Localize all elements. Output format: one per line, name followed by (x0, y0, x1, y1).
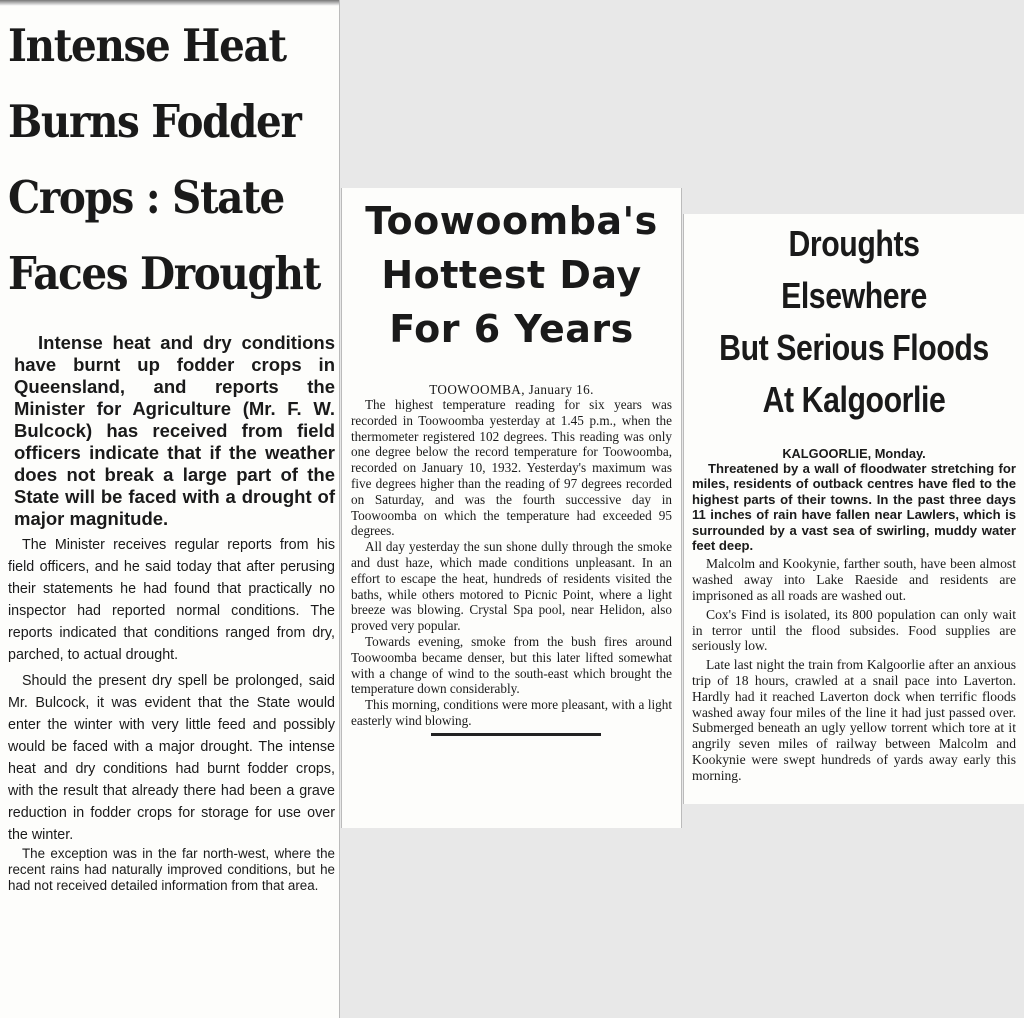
body-paragraph: Cox's Find is isolated, its 800 population can only wait in terror until the flood subsides. Food supplies are seriously low. (692, 606, 1016, 654)
headline-line: Faces Drought (8, 247, 320, 300)
body-paragraph: The highest temperature reading for six years was recorded in Toowoomba yesterday at 1.45 p.m., when the thermometer registered 102 degrees. This reading was only one degree below the record temperature for Toowoomba, recorded on January 10, 1932. Yesterday's maximum was five degrees higher than the reading of 97 degrees recorded on Saturday, and was the fourth successive day in Toowoomba on which the temperature had exceeded 95 degrees. (351, 397, 672, 539)
headline-line: Droughts Elsewhere (781, 223, 927, 316)
body-paragraph: Malcolm and Kookynie, farther south, have been almost washed away into Lake Raeside and residents are imprisoned as all roads are washed out. (692, 556, 1016, 604)
top-rule (0, 0, 339, 6)
article-kalgoorlie (683, 214, 1024, 804)
body-paragraph: Should the present dry spell be prolonged, said Mr. Bulcock, it was evident that the State would enter the winter with very little feed and possibly would be faced with a major drought. The intense heat and dry conditions had burnt fodder crops, with the result that already there had been a grave reduction in fodder crops for storage for use over the winter. (8, 673, 335, 843)
body-paragraph: Towards evening, smoke from the bush fires around Toowoomba became denser, but this later lifted somewhat with a change of wind to the south-east which brought the temperature down considerably. (351, 633, 672, 697)
body-paragraph: This morning, conditions were more pleasant, with a light easterly wind blowing. (351, 697, 672, 728)
lead-paragraph: Intense heat and dry conditions have burnt up fodder crops in Queensland, and reports the Minister for Agriculture (Mr. F. W. Bulcock) has received from field officers indicate that if the weather does not break a large part of the State will be faced with a drought of major magnitude. (14, 332, 335, 529)
headline-line: At Kalgoorlie (762, 379, 946, 420)
lead-paragraph: Threatened by a wall of floodwater stretching for miles, residents of outback centres have fled to the highest parts of their towns. In the past three days 11 inches of rain have fallen near Lawlers, which is surrounded by a vast sea of swirling, muddy water feet deep. (692, 461, 1016, 554)
headline-line: Burns Fodder (8, 95, 301, 148)
headline-line: But Serious Floods (719, 327, 989, 368)
dateline: KALGOORLIE, Monday. (782, 446, 926, 461)
body-paragraph: The Minister receives regular reports from his field officers, and he said today that after perusing their statements he had found that practically no inspector had reported normal conditions. The reports indicated that conditions ranged from dry, parched, to actual drought. (8, 537, 335, 663)
body-paragraph: The exception was in the far north-west, where the recent rains had naturally improved conditions, but he had not received detailed information from that area. (8, 846, 335, 893)
body-paragraph: Late last night the train from Kalgoorlie after an anxious trip of 18 hours, crawled at a snail pace into Laverton. Hardly had it reached Laverton dock when terrific floods washed away four miles of the line it had just passed over. Submerged beneath an ugly yellow torrent which tore at it angrily seven miles of railway between Malcolm and Kookynie were swept hundreds of yards away early this morning. (692, 657, 1016, 783)
end-rule (431, 733, 601, 736)
headline-line: Intense Heat (8, 19, 286, 72)
headline-line: Hottest Day (381, 253, 642, 297)
body-paragraph: All day yesterday the sun shone dully through the smoke and dust haze, which made conditions unpleasant. In an effort to escape the heat, hundreds of residents visited the baths, while others motored to Picnic Point, where a light breeze was blowing. Crystal Spa pool, near Helidon, also proved very popular. (351, 539, 672, 634)
headline (351, 194, 672, 356)
headline (8, 8, 340, 312)
headline-line: Crops : State (8, 171, 284, 224)
article-toowoomba (341, 188, 682, 828)
dateline: TOOWOOMBA, January 16. (429, 382, 594, 397)
headline (718, 218, 990, 426)
headline-line: For 6 Years (389, 307, 634, 351)
article-intense-heat (0, 0, 340, 1018)
headline-line: Toowoomba's (365, 199, 658, 243)
